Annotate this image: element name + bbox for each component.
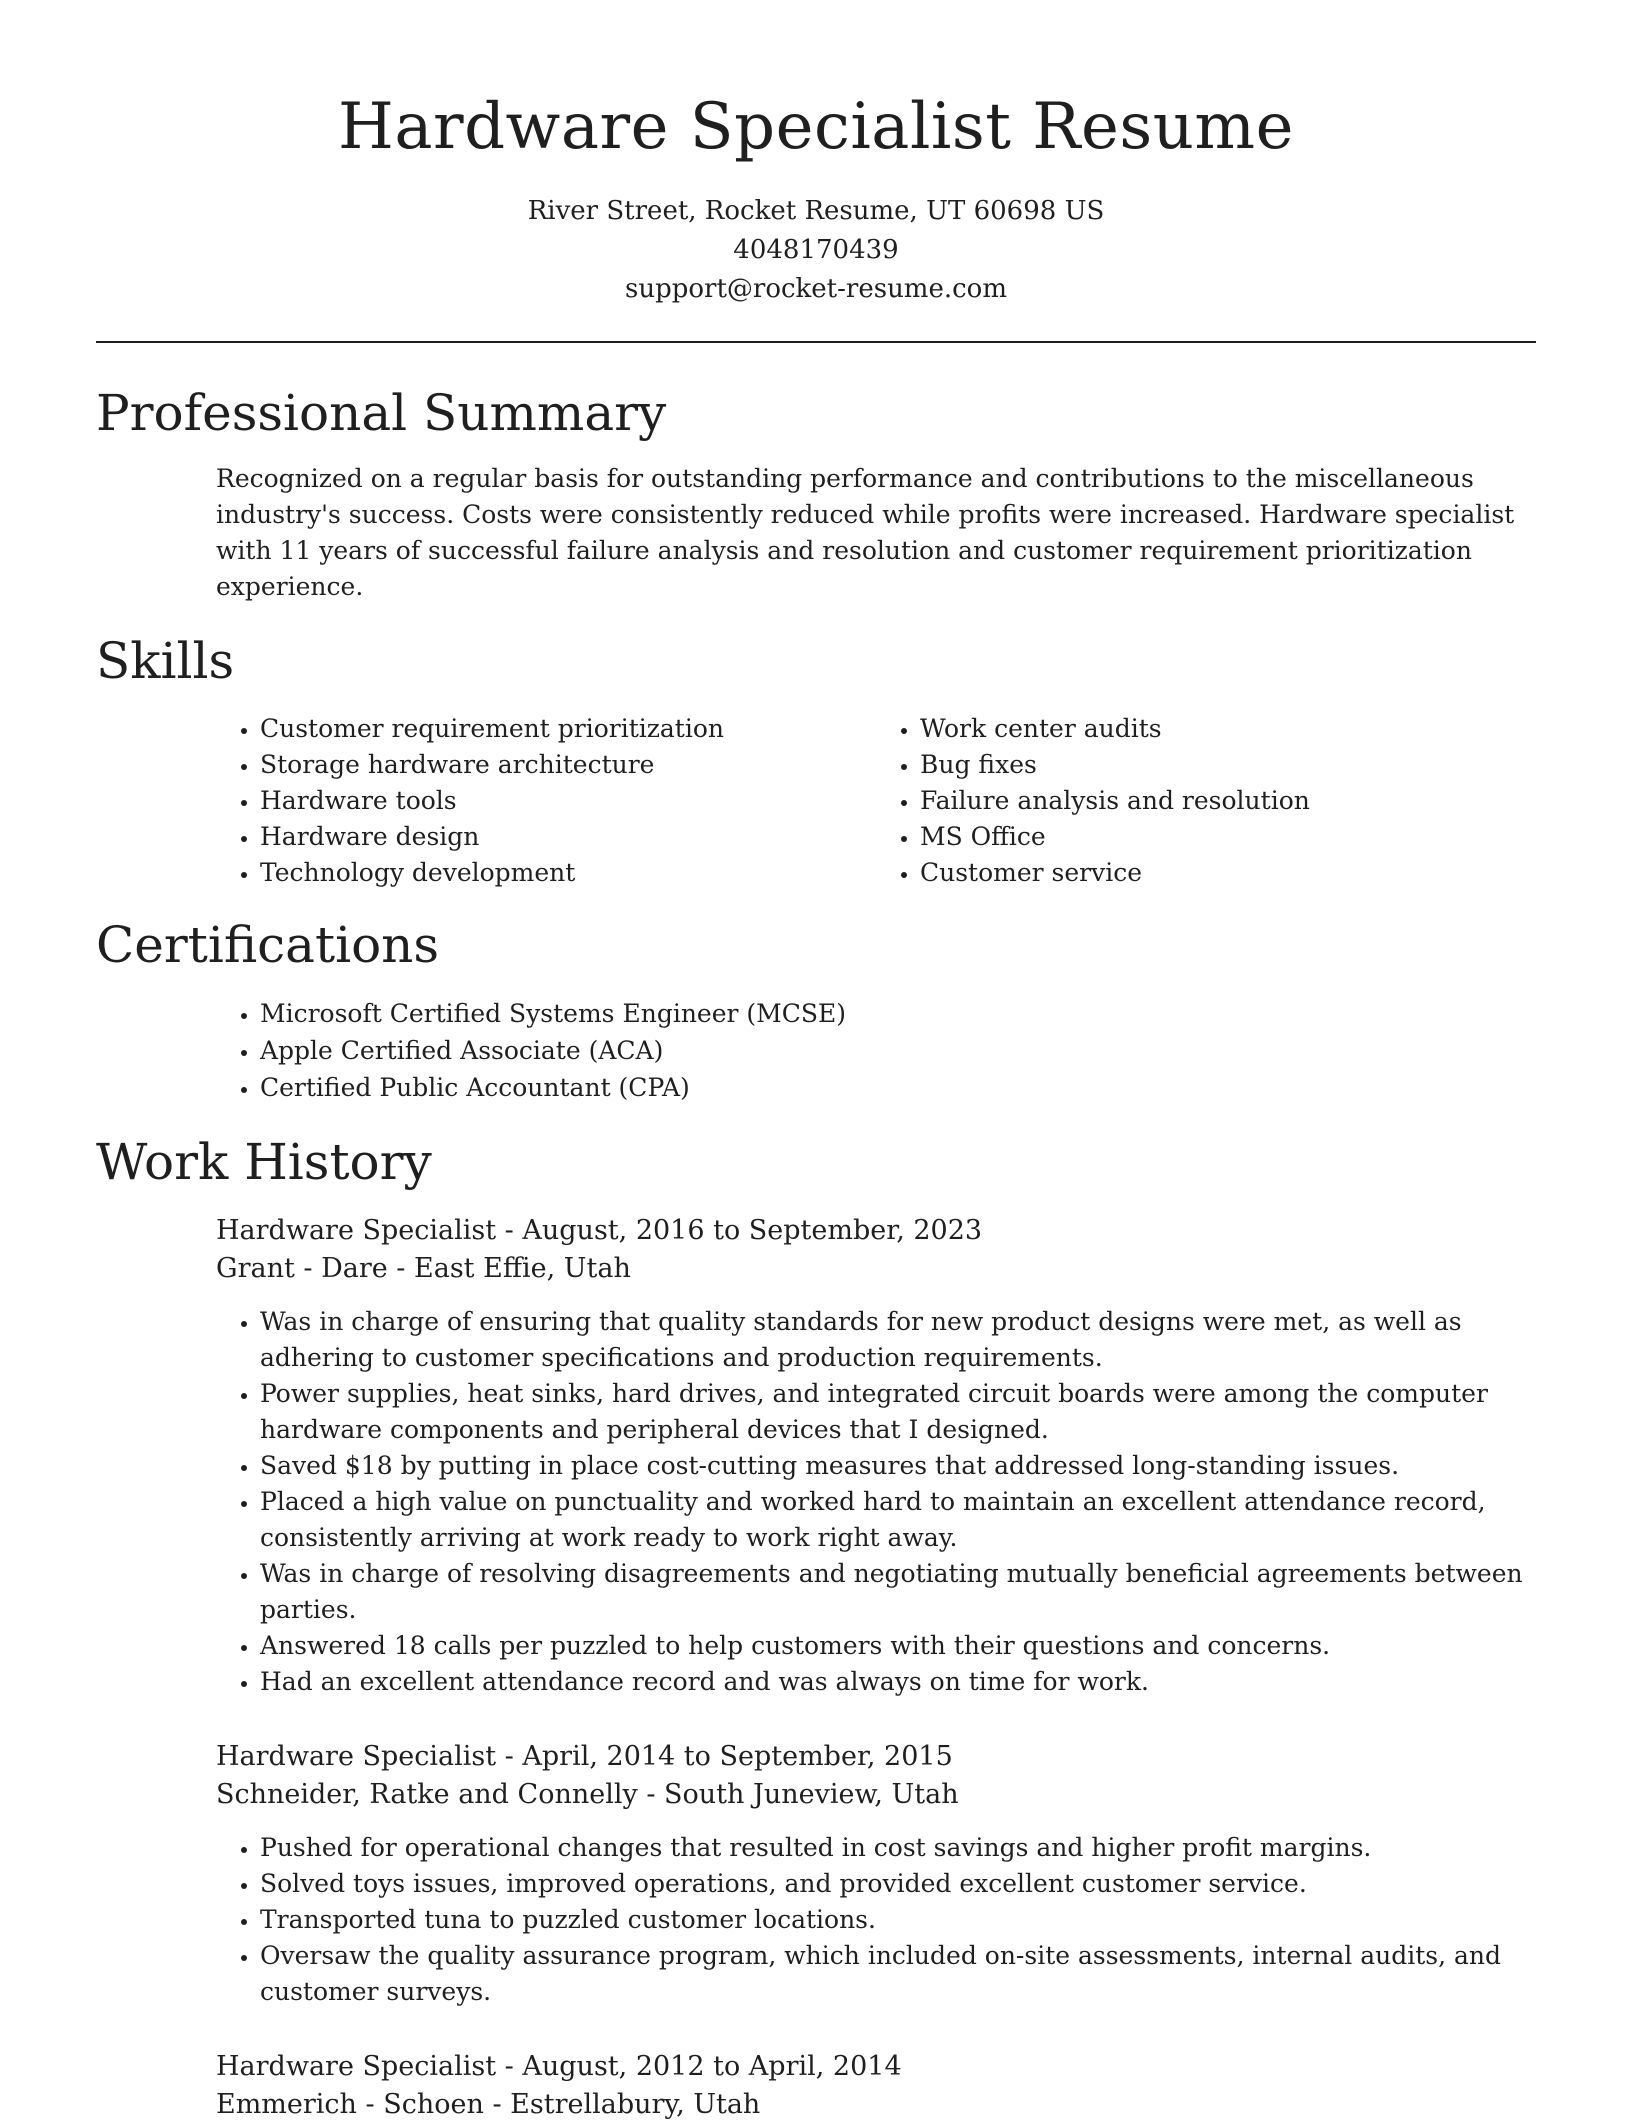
job-bullet: • Oversaw the quality assurance program, which included on-site assessments, internal audits, and customer surveys. <box>260 1938 1536 2010</box>
job-title-line: Hardware Specialist - August, 2016 to September, 2023 <box>216 1215 983 1246</box>
header-divider <box>96 341 1536 343</box>
job-bullet: • Answered 18 calls per puzzled to help customers with their questions and concerns. <box>260 1628 1536 1664</box>
summary-heading: Professional Summary <box>96 384 667 442</box>
resume-header <box>96 0 1536 309</box>
resume-title: Hardware Specialist Resume <box>338 90 1294 164</box>
job-bullets <box>216 1830 1536 2010</box>
skills-list-right <box>876 711 1536 891</box>
skills-section <box>96 629 1536 891</box>
certification-item: • Apple Certified Associate (ACA) <box>260 1032 1536 1069</box>
skill-item: • Storage hardware architecture <box>260 747 876 783</box>
skill-item: • Hardware design <box>260 819 876 855</box>
skills-heading: Skills <box>96 632 235 690</box>
skill-item: • Customer service <box>920 855 1536 891</box>
contact-block <box>96 192 1536 309</box>
job-entry <box>216 2048 1536 2124</box>
certifications-heading: Certifications <box>96 916 440 974</box>
skill-item: • Failure analysis and resolution <box>920 783 1536 819</box>
job-title-line: Hardware Specialist - April, 2014 to September, 2015 <box>216 1741 953 1772</box>
job-entry <box>216 1738 1536 2010</box>
work-history-heading: Work History <box>96 1133 432 1191</box>
job-bullet: • Placed a high value on punctuality and worked hard to maintain an excellent attendance record, consistently arriving at work ready to work right away. <box>260 1484 1536 1556</box>
job-bullet: • Pushed for operational changes that resulted in cost savings and higher profit margins. <box>260 1830 1536 1866</box>
job-company-line: Grant - Dare - East Effie, Utah <box>216 1253 631 1284</box>
certification-item: • Microsoft Certified Systems Engineer (MCSE) <box>260 995 1536 1032</box>
skills-grid <box>216 711 1536 891</box>
job-bullet: • Power supplies, heat sinks, hard drives, and integrated circuit boards were among the computer hardware components and peripheral devices that I designed. <box>260 1376 1536 1448</box>
job-entry <box>216 1212 1536 1700</box>
work-history-section <box>96 1130 1536 2124</box>
certifications-section <box>96 913 1536 1106</box>
job-company-line: Emmerich - Schoen - Estrellabury, Utah <box>216 2089 761 2120</box>
contact-email: support@rocket-resume.com <box>624 274 1007 304</box>
summary-section <box>96 381 1536 605</box>
skills-list-left <box>216 711 876 891</box>
skill-item: • Technology development <box>260 855 876 891</box>
contact-address: River Street, Rocket Resume, UT 60698 US <box>527 196 1105 226</box>
job-bullet: • Was in charge of ensuring that quality standards for new product designs were met, as well as adhering to customer specifications and production requirements. <box>260 1304 1536 1376</box>
job-bullet: • Transported tuna to puzzled customer locations. <box>260 1902 1536 1938</box>
job-bullet: • Solved toys issues, improved operations, and provided excellent customer service. <box>260 1866 1536 1902</box>
summary-text: Recognized on a regular basis for outstanding performance and contributions to the miscellaneous industry's success. Costs were consistently reduced while profits were increased. Hardware specialist with 11 years of successful failure analysis and resolution and customer requirement prioritization experience. <box>216 464 1515 601</box>
job-company-line: Schneider, Ratke and Connelly - South Juneview, Utah <box>216 1779 959 1810</box>
certification-item: • Certified Public Accountant (CPA) <box>260 1069 1536 1106</box>
job-title-line: Hardware Specialist - August, 2012 to April, 2014 <box>216 2051 902 2082</box>
job-bullet: • Had an excellent attendance record and was always on time for work. <box>260 1664 1536 1700</box>
contact-phone: 4048170439 <box>733 235 899 265</box>
skill-item: • Hardware tools <box>260 783 876 819</box>
certifications-list <box>216 995 1536 1106</box>
resume-page <box>96 0 1536 2124</box>
skill-item: • Bug fixes <box>920 747 1536 783</box>
job-bullet: • Was in charge of resolving disagreements and negotiating mutually beneficial agreements between parties. <box>260 1556 1536 1628</box>
job-bullet: • Saved $18 by putting in place cost-cutting measures that addressed long-standing issues. <box>260 1448 1536 1484</box>
skill-item: • MS Office <box>920 819 1536 855</box>
skill-item: • Customer requirement prioritization <box>260 711 876 747</box>
skill-item: • Work center audits <box>920 711 1536 747</box>
job-bullets <box>216 1304 1536 1700</box>
